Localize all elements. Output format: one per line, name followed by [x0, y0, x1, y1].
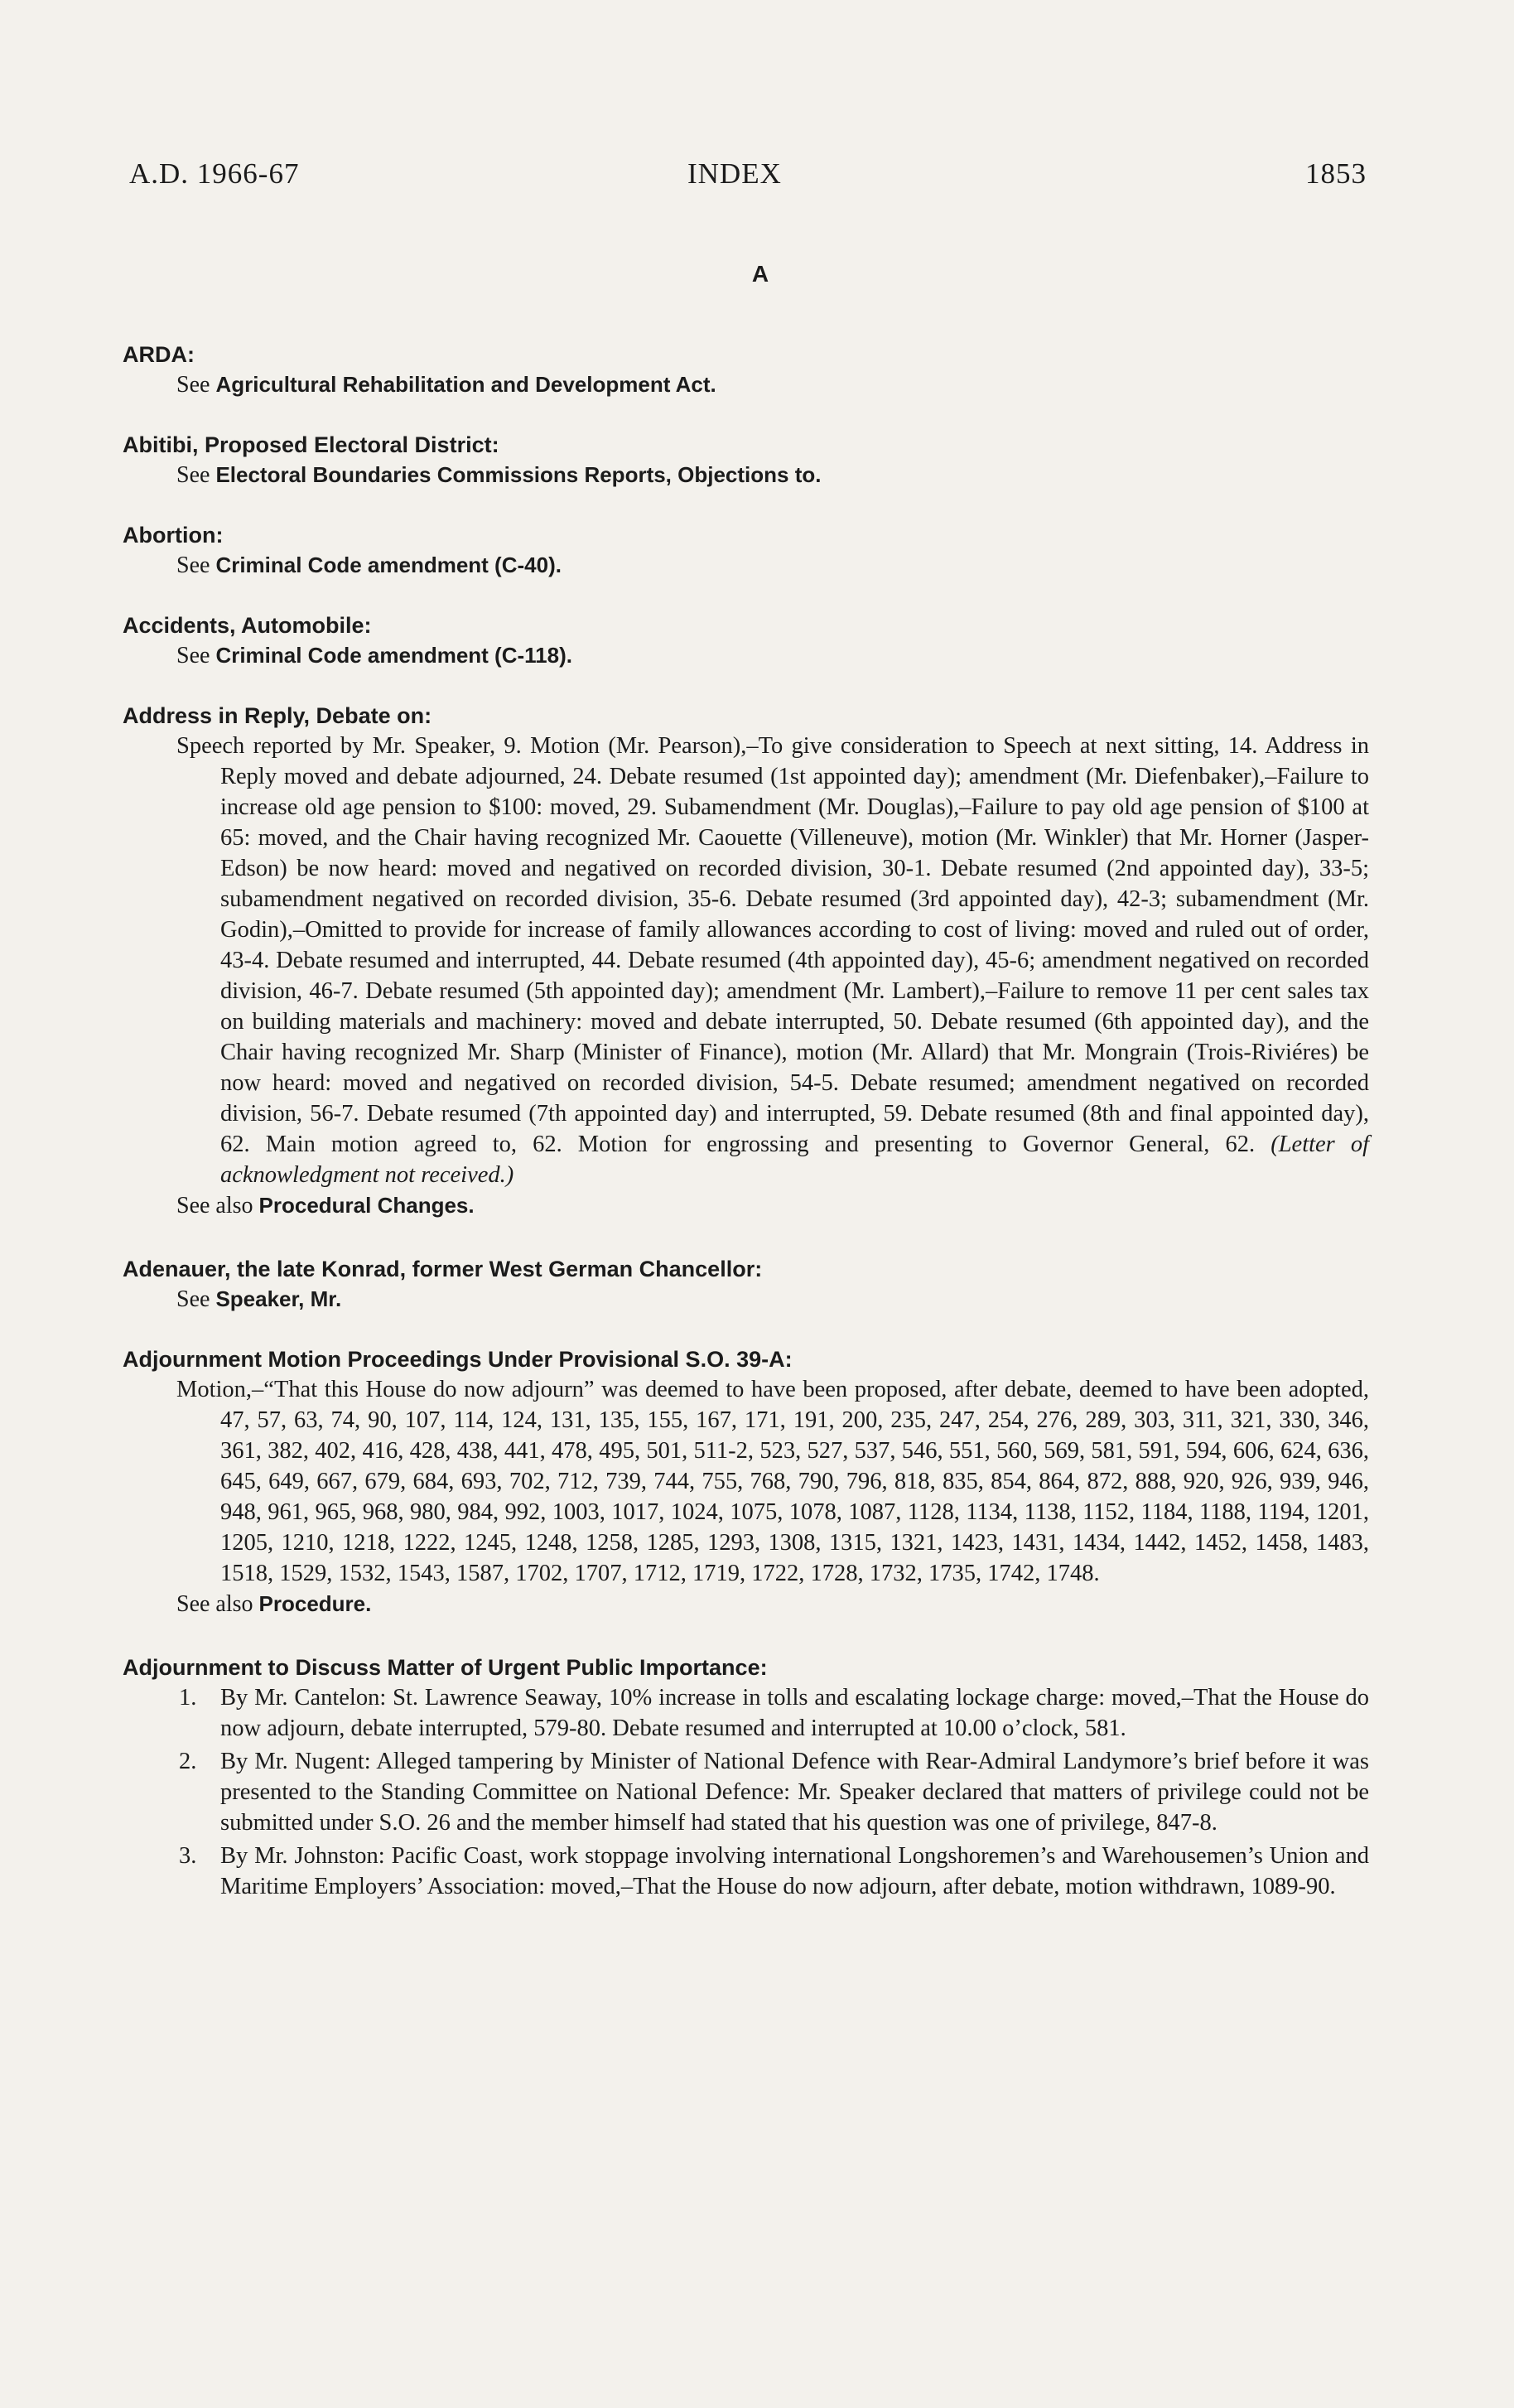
item-number: 3.: [179, 1843, 197, 1869]
list-item: [123, 1841, 1369, 1902]
item-text: By Mr. Johnston: Pacific Coast, work stoppage involving international Longshoremen’s and Warehousemen’s Union and Maritime Employers’ Association: moved,–That the House do now adjourn, after debate, motion withdrawn, 1089-90.: [220, 1843, 1369, 1899]
entry-body: Motion,–“That this House do now adjourn” was deemed to have been proposed, after debate, deemed to have been adopted, 47, 57, 63, 74, 90, 107, 114, 124, 131, 135, 155, 167, 171, 191, 200, 235, 247, 254, 276, 289, 303, 311, 321, 330, 346, 361, 382, 402, 416, 428, 438, 441, 478, 495, 501, 511-2, 523, 527, 537, 546, 551, 560, 569, 581, 591, 594, 606, 624, 636, 645, 649, 667, 679, 684, 693, 702, 712, 739, 744, 755, 768, 790, 796, 818, 835, 854, 864, 872, 888, 920, 926, 939, 946, 948, 961, 965, 968, 980, 984, 992, 1003, 1017, 1024, 1075, 1078, 1087, 1128, 1134, 1138, 1152, 1184, 1188, 1194, 1201, 1205, 1210, 1218, 1222, 1245, 1248, 1258, 1285, 1293, 1308, 1315, 1321, 1423, 1431, 1434, 1442, 1452, 1458, 1483, 1518, 1529, 1532, 1543, 1587, 1702, 1707, 1712, 1719, 1722, 1728, 1732, 1735, 1742, 1748.: [176, 1377, 1369, 1586]
entry-heading: Accidents, Automobile:: [123, 613, 372, 638]
entry-heading: Adjournment to Discuss Matter of Urgent Public Importance:: [123, 1655, 768, 1680]
running-head: [124, 157, 1367, 194]
entry-heading: Abitibi, Proposed Electoral District:: [123, 432, 499, 457]
index-entry-address-in-reply: [123, 701, 1369, 1221]
see-label: See: [176, 553, 210, 578]
list-item: [123, 1746, 1369, 1838]
italic-note: (Letter of acknowledgment not received.): [220, 1132, 1370, 1188]
index-entry-accidents: [123, 610, 1369, 671]
entry-see-also-line: [123, 1190, 1369, 1221]
index-entry-arda: [123, 340, 1369, 400]
entry-see-line: [123, 640, 1369, 671]
entry-heading: Adjournment Motion Proceedings Under Provisional S.O. 39-A:: [123, 1347, 793, 1372]
cross-reference: Procedural Changes.: [258, 1193, 475, 1218]
header-year: A.D. 1966-67: [129, 157, 300, 190]
entry-body-text: Speech reported by Mr. Speaker, 9. Motion (Mr. Pearson),–To give consideration to Speech at next sitting, 14. Address in Reply moved and debate adjourned, 24. Debate resumed (1st appointed day); amendment (Mr. Diefenbaker),–Failure to increase old age pension to $100: moved, 29. Subamendment (Mr. Douglas),–Failure to pay old age pension of $100 at 65: moved, and the Chair having recognized Mr. Caouette (Villeneuve), motion (Mr. Winkler) that Mr. Horner (Jasper-Edson) be now heard: moved and negatived on recorded division, 30-1. Debate resumed (2nd appointed day), 33-5; subamendment negatived on recorded division, 35-6. Debate resumed (3rd appointed day), 42-3; subamendment (Mr. Godin),–Omitted to provide for increase of family allowances according to cost of living: moved and ruled out of order, 43-4. Debate resumed and interrupted, 44. Debate resumed (4th appointed day), 45-6; amendment negatived on recorded division, 46-7. Debate resumed (5th appointed day); amendment (Mr. Lambert),–Failure to remove 11 per cent sales tax on building materials and machinery: moved and debate interrupted, 50. Debate resumed (6th appointed day), and the Chair having recognized Mr. Sharp (Minister of Finance), motion (Mr. Allard) that Mr. Mongrain (Trois-Riviéres) be now heard: moved and negatived on recorded division, 54-5. Debate resumed; amendment negatived on recorded division, 56-7. Debate resumed (7th appointed day) and interrupted, 59. Debate resumed (8th and final appointed day), 62. Main motion agreed to, 62. Motion for engrossing and presenting to Governor General, 62.: [176, 733, 1369, 1157]
page-number: 1853: [1305, 157, 1367, 190]
cross-reference: Procedure.: [258, 1591, 372, 1616]
cross-reference: Speaker, Mr.: [215, 1286, 342, 1311]
entry-see-line: [123, 369, 1369, 400]
cross-reference: Electoral Boundaries Commissions Reports, Objections to.: [215, 462, 822, 487]
see-label: See: [176, 462, 210, 488]
entry-heading: ARDA:: [123, 342, 195, 367]
index-entry-abitibi: [123, 430, 1369, 490]
section-letter: A: [751, 261, 769, 287]
index-entry-urgent-public-importance: [123, 1653, 1369, 1902]
item-number: 2.: [179, 1749, 197, 1774]
see-also-label: See also: [176, 1591, 253, 1617]
entry-heading: Abortion:: [123, 523, 224, 548]
entry-see-line: [123, 1284, 1369, 1315]
entry-heading: Adenauer, the late Konrad, former West German Chancellor:: [123, 1257, 763, 1281]
cross-reference: Criminal Code amendment (C-118).: [215, 643, 572, 668]
item-number: 1.: [179, 1685, 197, 1711]
entry-body: [123, 731, 1369, 1190]
see-label: See: [176, 1286, 210, 1312]
see-label: See: [176, 643, 210, 668]
see-also-label: See also: [176, 1193, 253, 1218]
index-entry-adenauer: [123, 1254, 1369, 1315]
item-text: By Mr. Nugent: Alleged tampering by Minister of National Defence with Rear-Admiral Landymore’s brief before it was presented to the Standing Committee on National Defence: Mr. Speaker declared that matters of privilege could not be submitted under S.O. 26 and the member himself had stated that his question was one of privilege, 847-8.: [220, 1749, 1369, 1836]
index-entry-adjournment-motion: [123, 1344, 1369, 1619]
entry-see-also-line: [123, 1589, 1369, 1619]
cross-reference: Agricultural Rehabilitation and Development Act.: [215, 372, 716, 397]
see-label: See: [176, 372, 210, 398]
entry-see-line: [123, 550, 1369, 581]
index-entry-abortion: [123, 520, 1369, 581]
entry-heading: Address in Reply, Debate on:: [123, 703, 432, 728]
cross-reference: Criminal Code amendment (C-40).: [215, 553, 562, 577]
index-entries: [123, 340, 1369, 1932]
entry-see-line: [123, 460, 1369, 490]
header-title: INDEX: [687, 157, 782, 190]
list-item: [123, 1682, 1369, 1744]
item-text: By Mr. Cantelon: St. Lawrence Seaway, 10% increase in tolls and escalating lockage charge: moved,–That the House do now adjourn, debate interrupted, 579-80. Debate resumed and interrupted at 10.00 o’clock, 581.: [220, 1685, 1369, 1741]
